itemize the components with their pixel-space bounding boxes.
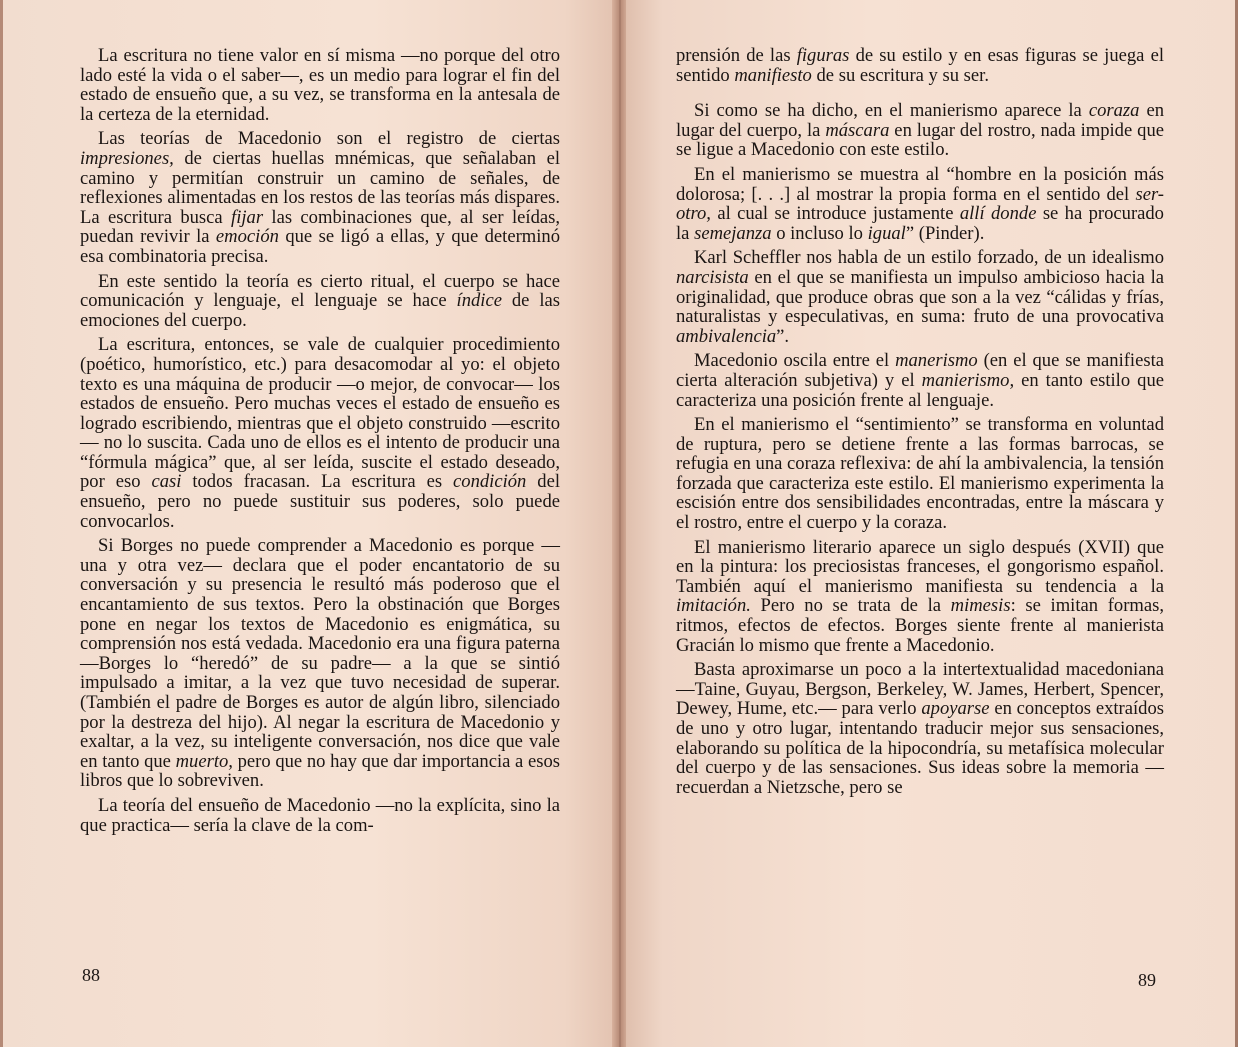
- text-run: todos fracasan. La escritura es: [181, 471, 454, 493]
- text-run: que se ligó a ellas, y que determinó esa combinatoria precisa.: [80, 226, 560, 267]
- italic-text: fijar: [231, 206, 264, 228]
- text-run: Si como se ha dicho, en el manierismo aparece la: [694, 100, 1089, 122]
- paragraph: [80, 796, 560, 835]
- paragraph: [80, 335, 560, 531]
- text-run: La escritura no tiene valor en sí misma —no porque del otro lado esté la vida o el saber—, es un medio para lograr el fin del estado de ensueño que, a su vez, se transforma en la antesala de la certeza de la eternidad.: [80, 45, 560, 125]
- text-run: en lugar del cuerpo, la: [676, 100, 1164, 141]
- text-run: o incluso lo: [771, 222, 868, 244]
- text-run: Si Borges no puede comprender a Macedonio es porque —una y otra vez— declara que el poder encantatorio de su conversación y su presencia le resultó más poderoso que el encantamiento de sus textos. Pero la obstinación que Borges pone en negar los textos de Macedonio es enigmática, su comprensión nos está vedada. Macedonio era una figura paterna —Borges lo “heredó” de su padre— a la que se sintió impulsado a imitar, a la vez que tuvo necesidad de superar. (También el padre de Borges es autor de algún libro, silenciado por la destreza del hijo). Al negar la escritura de Macedonio y exaltar, a la vez, su inteligente conversación, nos dice que vale en tanto que: [80, 535, 560, 772]
- italic-text: casi: [151, 471, 182, 493]
- text-run: de las emociones del cuerpo.: [80, 290, 560, 331]
- paragraph: [80, 46, 560, 124]
- paragraph: [676, 538, 1164, 656]
- italic-text: narcisista: [676, 266, 749, 288]
- text-run: El manierismo literario aparece un siglo después (XVII) que en la pintura: los preciosistas franceses, el gongorismo español. También aquí el manierismo manifiesta su tendencia a la: [676, 536, 1164, 597]
- italic-text: manifiesto: [734, 64, 812, 86]
- paragraph: [676, 165, 1164, 243]
- text-run: Macedonio oscila entre el: [694, 350, 896, 372]
- right-page-number: 89: [1138, 970, 1156, 990]
- text-run: La escritura, entonces, se vale de cualquier procedimiento (poético, humorístico, etc.) para desacomodar al yo: el objeto texto es una máquina de producir —o mejor, de convocar— los estados de ensueño. Pero muchas veces el estado de ensueño es logrado escribiendo, mientras que el objeto construido —escrito— no lo suscita. Cada uno de ellos es el intento de producir una “fórmula mágica” que, al ser leída, suscite el estado deseado, por eso: [80, 334, 560, 493]
- italic-text: manerismo: [895, 350, 978, 372]
- left-page-text: [80, 46, 560, 840]
- italic-text: índice: [456, 290, 502, 312]
- italic-text: muerto,: [175, 750, 233, 772]
- paragraph: [80, 272, 560, 331]
- text-run: del ensueño, pero no puede sustituir sus poderes, solo puede convocarlos.: [80, 471, 560, 532]
- text-run: de su escritura y su ser.: [811, 64, 989, 86]
- italic-text: coraza: [1088, 100, 1140, 122]
- text-run: en tanto estilo que caracteriza una posición frente al lenguaje.: [676, 369, 1164, 411]
- text-run: En este sentido la teoría es cierto ritual, el cuerpo se hace comunicación y lenguaje, el lenguaje se hace: [80, 270, 560, 312]
- text-run: ” (Pinder).: [905, 222, 985, 244]
- paragraph: [676, 101, 1164, 160]
- italic-text: ser-otro,: [676, 183, 1164, 225]
- text-run: (en el que se manifiesta cierta alteración subjetiva) y el: [676, 350, 1164, 391]
- italic-text: imitación.: [676, 595, 751, 617]
- italic-text: ambivalencia: [676, 325, 777, 347]
- italic-text: allí donde: [959, 203, 1037, 225]
- text-run: prensión de las: [676, 45, 797, 66]
- italic-text: máscara: [825, 119, 890, 141]
- italic-text: impresiones,: [80, 147, 174, 169]
- text-run: Pero no se trata de la: [750, 595, 951, 617]
- text-run: En el manierismo el “sentimiento” se transforma en voluntad de ruptura, pero se detiene frente a las formas barrocas, se refugia en una coraza reflexiva: de ahí la ambivalencia, la tensión forzada que caracteriza este estilo. El manierismo experimenta la escisión entre dos sensibilidades encontradas, entre la máscara y el rostro, entre el cuerpo y la coraza.: [676, 414, 1164, 534]
- italic-text: emoción: [215, 226, 279, 248]
- italic-text: apoyarse: [921, 698, 990, 720]
- text-run: en lugar del rostro, nada impide que se ligue a Macedonio con este estilo.: [676, 119, 1165, 161]
- paragraph: [80, 129, 560, 266]
- paragraph: [676, 415, 1164, 533]
- text-run: de su estilo y en esas figuras se juega el sentido: [676, 45, 1164, 86]
- italic-text: figuras: [796, 45, 850, 66]
- italic-text: semejanza: [694, 222, 772, 244]
- text-run: en el que se manifiesta un impulso ambicioso hacia la originalidad, que produce obras que son a la vez “cálidas y frías, naturalistas y especulativas, en suma: fruto de una provocativa: [676, 266, 1164, 328]
- text-run: se ha procurado la: [676, 203, 1164, 244]
- text-run: ”.: [776, 325, 790, 347]
- text-run: de ciertas huellas mnémicas, que señalaban el camino y permitían construir un camino de señales, de reflexiones alimentadas en los restos de las teorías más dispares. La escritura busca: [80, 147, 560, 228]
- paragraph: [676, 351, 1164, 410]
- text-run: Las teorías de Macedonio son el registro de ciertas: [98, 128, 560, 150]
- italic-text: manierismo,: [921, 369, 1015, 391]
- text-run: Basta aproximarse un poco a la intertextualidad macedoniana —Taine, Guyau, Bergson, Berkeley, W. James, Herbert, Spencer, Dewey, Hume, etc.— para verlo: [676, 659, 1164, 720]
- left-page-edge: [0, 0, 3, 1047]
- text-run: Karl Scheffler nos habla de un estilo forzado, de un idealismo: [694, 247, 1164, 269]
- italic-text: condición: [453, 471, 527, 493]
- text-run: : se imitan formas, ritmos, efectos de efectos. Borges siente frente al manierista Gracián lo mismo que frente a Macedonio.: [676, 595, 1164, 656]
- paragraph: [80, 536, 560, 791]
- paragraph: [676, 248, 1164, 346]
- italic-text: mimesis: [950, 595, 1011, 617]
- left-page-number: 88: [82, 965, 100, 985]
- paragraph: [676, 660, 1164, 797]
- text-run: La teoría del ensueño de Macedonio —no la explícita, sino la que practica— sería la clave de la com-: [80, 794, 560, 836]
- text-run: pero que no hay que dar importancia a esos libros que lo sobreviven.: [80, 750, 560, 792]
- text-run: en conceptos extraídos de uno y otro lugar, intentando traducir mejor sus sensaciones, elaborando su política de la hipocondría, su metafísica molecular del cuerpo y de las sensaciones. Sus ideas sobre la memoria —recuerdan a Nietzsche, pero se: [676, 698, 1164, 798]
- right-page-text: [676, 46, 1164, 802]
- text-run: las combinaciones que, al ser leídas, puedan revivir la: [80, 206, 560, 248]
- text-run: al cual se introduce justamente: [710, 203, 960, 225]
- paragraph: [676, 46, 1164, 85]
- italic-text: igual: [867, 222, 906, 244]
- text-run: En el manierismo se muestra al “hombre en la posición más dolorosa; [. . .] al mostrar la propia forma en el sentido del: [676, 163, 1164, 205]
